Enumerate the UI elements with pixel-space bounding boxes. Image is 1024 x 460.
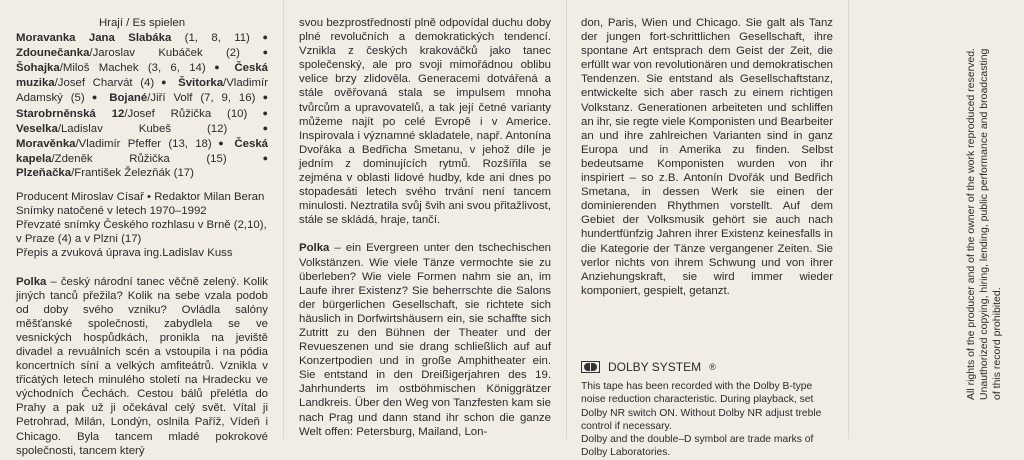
- rights-line: All rights of the producer and of the owner of the work reproduced reserved.: [965, 48, 977, 400]
- song-credit: /Vladimír Adamský (5): [16, 77, 268, 105]
- song-entry: [16, 47, 240, 59]
- song-title: Bojané: [109, 92, 148, 105]
- panel-text-3: [581, 16, 833, 460]
- song-entry: [109, 92, 255, 104]
- fold-line: [566, 0, 567, 439]
- polka-title: Polka: [299, 242, 330, 255]
- fold-line: [848, 0, 849, 439]
- song-title: Plzeňačka: [16, 166, 72, 179]
- polka-german-intro: [299, 241, 551, 438]
- bullet-separator: ●: [154, 77, 179, 88]
- credit-line: Převzaté snímky Českého rozhlasu v Brně (2,10),: [16, 219, 267, 232]
- song-title: Moravanka Jana Slabáka: [16, 32, 172, 45]
- bullet-separator: ●: [205, 62, 235, 73]
- song-credit: /Josef Charvát (4): [54, 77, 155, 90]
- panel-text-2: [299, 16, 551, 439]
- dolby-line: noise reduction characteristic. During playback, set: [581, 394, 814, 406]
- credit-line: v Praze (4) a v Plzni (17): [16, 233, 142, 246]
- song-entry: [16, 32, 250, 44]
- german-text-continued: don, Paris, Wien und Chicago. Sie galt als Tanz der jungen fort-schrittlichen Gesellschaft, ihre spontane Art entsprach dem Geist der Zeit, die erfüllt war von revolutionären und demokratischen Tendenzen. Sie entstand als Gesellschaftstanz, entwickelte sich aber rasch zu einem richtigen Volkstanz. Generationen arbeiteten und schliffen an ihr, sie regte viele Komponisten und Bearbeiter an und ihre zahlreichen Varianten sind in ganz Europa und in Amerika zu finden. Selbst bedeutsame Komponisten wurden von ihr inspiriert – so z.B. Antonín Dvořák und Bedřich Smetana, in dessen Werk sie einen der dominierenden Rhythmen vorstellt. Auf dem Gebiet der Volksmusik gehört sie auch nach hundertfünfzig Jahren ihrer Existenz keinesfalls in die Kategorie der Tänze vergangener Zeiten. Sie verlor nichts von ihrem Schwung und von ihrer Anziehungskraft, sie wird immer wieder komponiert, gespielt, getanzt.: [581, 17, 834, 297]
- dolby-line: Dolby and the double–D symbol are trade marks of: [581, 434, 814, 446]
- song-credit: /Jaroslav Kubáček (2): [89, 47, 240, 60]
- credit-line: Snímky natočené v letech 1970–1992: [16, 205, 207, 218]
- song-title: Švitorka: [178, 77, 224, 90]
- song-entry: [16, 167, 194, 179]
- bullet-separator: ●: [255, 92, 269, 103]
- dolby-line: control if necessary.: [581, 420, 672, 432]
- song-entry: [16, 62, 206, 74]
- song-credit: /Vladimír Pfeffer (13, 18): [75, 137, 212, 150]
- song-title: Starobrněnská 12: [16, 107, 125, 120]
- polka-title: Polka: [16, 275, 47, 288]
- song-credit: /Miloš Machek (3, 6, 14): [59, 62, 206, 75]
- dolby-line: Dolby NR switch ON. Without Dolby NR adjust treble: [581, 407, 822, 419]
- dolby-logo-text: DOLBY SYSTEM: [608, 359, 702, 374]
- bullet-separator: ●: [84, 92, 110, 103]
- song-entry: [16, 108, 247, 120]
- dolby-notice: [581, 380, 833, 460]
- panel-tracklist: [16, 16, 268, 458]
- song-title: Zdounečanka: [16, 47, 90, 60]
- credit-line: Přepis a zvuková úprava ing.Ladislav Kuss: [16, 247, 233, 260]
- song-credit: /Josef Růžička (10): [124, 107, 248, 120]
- rights-notice: [965, 30, 1004, 400]
- rights-line: Unauthorized copying, hiring, lending, public performance and broadcasting: [978, 48, 990, 400]
- polka-text: – český národní tanec věčně zelený. Kolik jiných tanců přežila? Kolik na sebe vzala podob od doby svého vzniku? Ovládla salóny měšťanské společnosti, zabydlela se ve vesnických hospůdkách, pronikla na jeviště divadel a revuálních scén a vstoupila i na pódia koncertních síní a velkých amfiteátrů. Vznikla v třicátých letech minulého století na Hradecku ve východních Čechách. Cestou bálů přelétla do Prahy a pak už ji očekával celý svět. Vítal ji Petrohrad, Milán, Londýn, oslnila Paříž, Vídeň i Chicago. Byla tancem mladé pokrokové společnosti, tancem který: [16, 275, 268, 457]
- bullet-separator: ●: [226, 152, 269, 163]
- bullet-separator: ●: [227, 122, 269, 133]
- credits: [16, 190, 268, 260]
- bullet-separator: ●: [249, 32, 268, 43]
- bullet-separator: ●: [239, 47, 268, 58]
- song-credit: /František Železňák (17): [71, 166, 194, 179]
- song-title: Moravěnka: [16, 137, 76, 150]
- performers-heading: Hrají / Es spielen: [98, 17, 186, 29]
- dolby-logo: [581, 360, 833, 374]
- czech-text-continued: svou bezprostředností plně odpovídal duchu doby plné revolučních a demokratických tendencí. Vznikla z českých krakováčků jako tanec společenský, ale pro svoji mimořádnou oblibu velice brzy zlidověla. Generacemi dotvářená a stále ověřovaná stala se impulsem mnoha tvůrcům a upravovatelů, a tak její četné varianty můžeme najít po celé Evropě i v Americe. Inspirovala i významné skladatele, např. Antonína Dvořáka a Bedřicha Smetanu, v jehož díle je jedním z dominujících rytmů. Rozšířila se zejména v oblasti lidové hudby, kde ani dnes po stopadesáti letech svého trvání není tancem minulosti. Neztratila svůj švih ani svou přitažlivost, stále se skládá, hraje, tančí.: [299, 17, 551, 227]
- song-credit: /Jiří Volf (7, 9, 16): [147, 92, 256, 105]
- credit-line: Producent Miroslav Císař • Redaktor Milan Beran: [16, 191, 265, 204]
- fold-line: [283, 0, 284, 439]
- german-text: – ein Evergreen unter den tschechischen Volkstänzen. Wie viele Tänze vermochte sie zu überleben? Wie viele Formen nahm sie an, im Laufe ihrer Existenz? Sie beherrschte die Salons der bürgerlichen Gesellschaft, sie richtete sich häuslich in Dorfwirtshäusern ein, sie schaffte sich Zutritt zu den Bühnen der Theater und der Revueszenen und sie drang schließlich auf auf Konzertpodien und in große Amphitheater ein. Sie entstand in den Dreißigerjahren des 19. Jahrhunderts im ostböhmischen Königgrätzer Landkreis. Über den Weg von Tanzfesten kam sie nach Prag und dann stand ihr schon die ganze Welt offen: Petersburg, Mailand, Lon-: [299, 242, 551, 438]
- bullet-separator: ●: [211, 137, 235, 148]
- polka-czech-intro: [16, 275, 268, 458]
- song-title: Veselka: [16, 122, 58, 135]
- song-title: Česká kapela: [16, 137, 268, 165]
- dolby-line: Dolby Laboratories.: [581, 447, 671, 459]
- registered-mark: ®: [709, 361, 716, 372]
- song-list: [16, 30, 268, 180]
- dolby-line: This tape has been recorded with the Dolby B-type: [581, 380, 813, 392]
- song-credit: /Ladislav Kubeš (12): [57, 122, 228, 135]
- song-credit: (1, 8, 11): [171, 32, 250, 45]
- double-d-icon: [581, 361, 600, 373]
- song-entry: [16, 138, 212, 150]
- song-title: Česká muzika: [16, 62, 269, 90]
- song-credit: /Zdeněk Růžička (15): [51, 152, 227, 165]
- bullet-separator: ●: [247, 107, 268, 118]
- song-title: Šohajka: [16, 62, 60, 75]
- song-entry: [16, 123, 227, 135]
- rights-line: of this record prohibited.: [991, 287, 1003, 400]
